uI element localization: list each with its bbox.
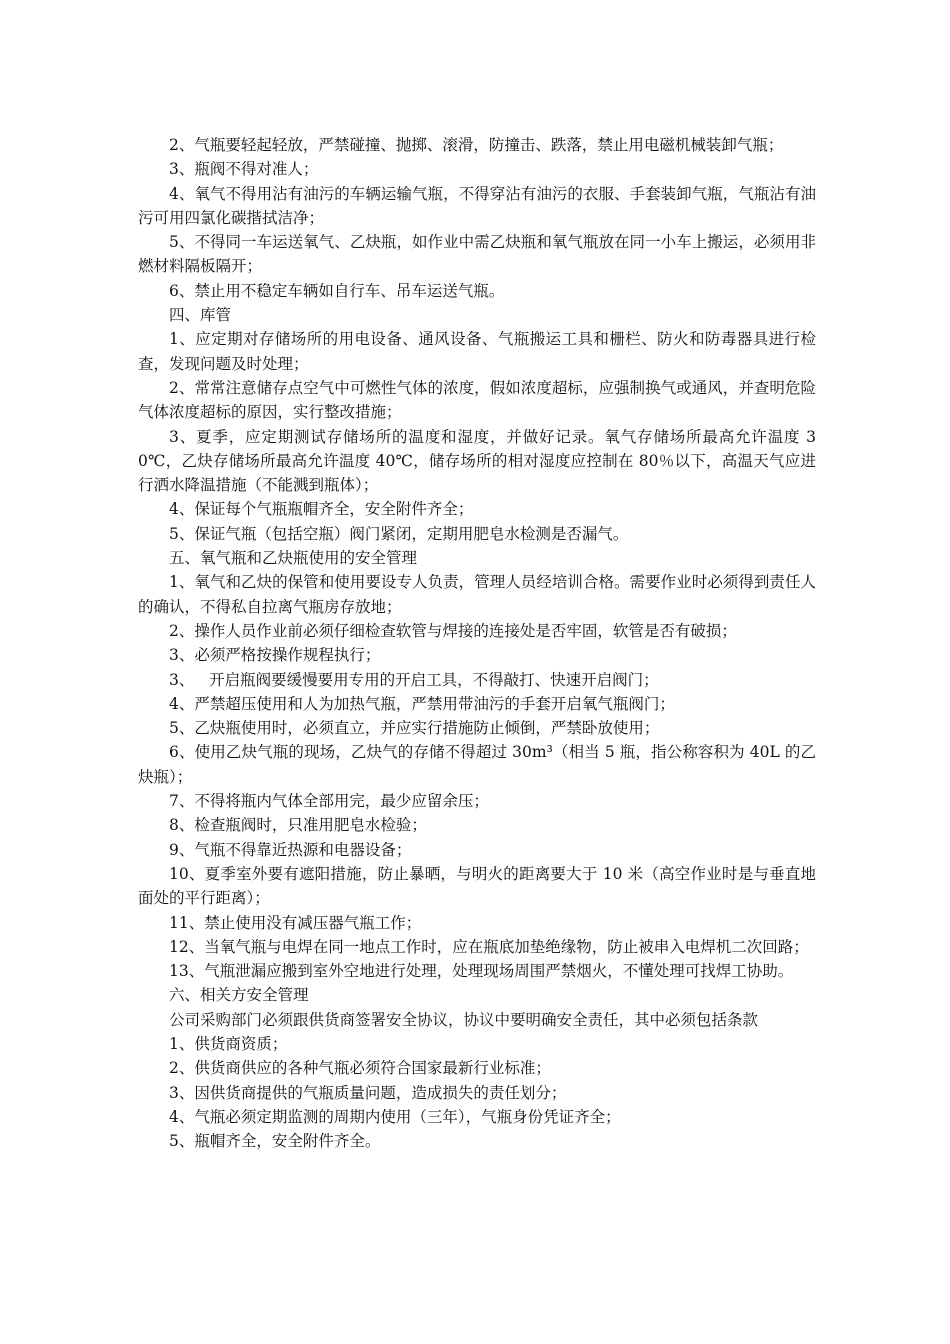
paragraph: 3、夏季，应定期测试存储场所的温度和湿度，并做好记录。氧气存储场所最高允许温度 30℃，乙炔存储场所最高允许温度 40℃，储存场所的相对湿度应控制在 80％以下，高温天气应进行洒水降温措施（不能溅到瓶体）； — [138, 427, 816, 495]
paragraph: 10、夏季室外要有遮阳措施，防止暴晒，与明火的距离要大于 10 米（高空作业时是与垂直地面处的平行距离）； — [138, 864, 816, 908]
paragraph: 3、 开启瓶阀要缓慢要用专用的开启工具，不得敲打、快速开启阀门； — [169, 670, 659, 689]
paragraph: 6、禁止用不稳定车辆如自行车、吊车运送气瓶。 — [169, 281, 505, 300]
paragraph: 5、不得同一车运送氧气、乙炔瓶，如作业中需乙炔瓶和氧气瓶放在同一小车上搬运，必须用非燃材料隔板隔开； — [138, 233, 816, 276]
paragraph: 2、常常注意储存点空气中可燃性气体的浓度，假如浓度超标，应强制换气或通风，并查明危险气体浓度超标的原因，实行整改措施； — [138, 378, 816, 422]
paragraph: 3、瓶阀不得对准人； — [169, 160, 319, 179]
paragraph: 3、必须严格按操作规程执行； — [169, 646, 381, 665]
paragraph: 5、瓶帽齐全，安全附件齐全。 — [169, 1132, 381, 1151]
paragraph: 公司采购部门必须跟供货商签署安全协议，协议中要明确安全责任，其中必须包括条款 — [169, 1010, 759, 1029]
paragraph: 4、氧气不得用沾有油污的车辆运输气瓶，不得穿沾有油污的衣服、手套装卸气瓶，气瓶沾有油污可用四氯化碳揩拭洁净； — [138, 184, 816, 227]
paragraph: 3、因供货商提供的气瓶质量问题，造成损失的责任划分； — [169, 1083, 567, 1102]
paragraph: 6、使用乙炔气瓶的现场，乙炔气的存储不得超过 30m³（相当 5 瓶，指公称容积为 40L 的乙炔瓶）； — [138, 743, 816, 786]
paragraph: 2、供货商供应的各种气瓶必须符合国家最新行业标准； — [169, 1059, 551, 1078]
paragraph: 13、气瓶泄漏应搬到室外空地进行处理，处理现场周围严禁烟火，不懂处理可找焊工协助。 — [169, 962, 794, 981]
paragraph: 9、气瓶不得靠近热源和电器设备； — [169, 840, 412, 859]
paragraph: 1、氧气和乙炔的保管和使用要设专人负责，管理人员经培训合格。需要作业时必须得到责任人的确认，不得私自拉离气瓶房存放地； — [138, 573, 816, 616]
paragraph: 1、供货商资质； — [169, 1034, 288, 1053]
section-heading: 六、相关方安全管理 — [169, 986, 309, 1005]
paragraph: 7、不得将瓶内气体全部用完，最少应留余压； — [169, 792, 489, 811]
paragraph: 12、当氧气瓶与电焊在同一地点工作时，应在瓶底加垫绝缘物，防止被串入电焊机二次回路； — [169, 937, 809, 956]
paragraph: 11、禁止使用没有减压器气瓶工作； — [169, 913, 422, 932]
paragraph: 2、操作人员作业前必须仔细检查软管与焊接的连接处是否牢固，软管是否有破损； — [169, 621, 737, 640]
paragraph: 4、气瓶必须定期监测的周期内使用（三年），气瓶身份凭证齐全； — [169, 1107, 621, 1126]
paragraph: 8、检查瓶阀时，只准用肥皂水检验； — [169, 816, 427, 835]
paragraph: 4、保证每个气瓶瓶帽齐全，安全附件齐全； — [169, 500, 474, 519]
paragraph: 4、严禁超压使用和人为加热气瓶，严禁用带油污的手套开启氧气瓶阀门； — [169, 694, 675, 713]
document-body — [138, 133, 816, 1153]
paragraph: 1、应定期对存储场所的用电设备、通风设备、气瓶搬运工具和栅栏、防火和防毒器具进行检查，发现问题及时处理； — [138, 330, 816, 373]
section-heading: 四、库管 — [169, 306, 232, 325]
paragraph: 2、气瓶要轻起轻放，严禁碰撞、抛掷、滚滑，防撞击、跌落，禁止用电磁机械装卸气瓶； — [169, 136, 784, 154]
section-heading: 五、氧气瓶和乙炔瓶使用的安全管理 — [169, 549, 418, 568]
paragraph: 5、保证气瓶（包括空瓶）阀门紧闭，定期用肥皂水检测是否漏气。 — [169, 524, 629, 543]
paragraph: 5、乙炔瓶使用时，必须直立，并应实行措施防止倾倒，严禁卧放使用； — [169, 719, 660, 738]
